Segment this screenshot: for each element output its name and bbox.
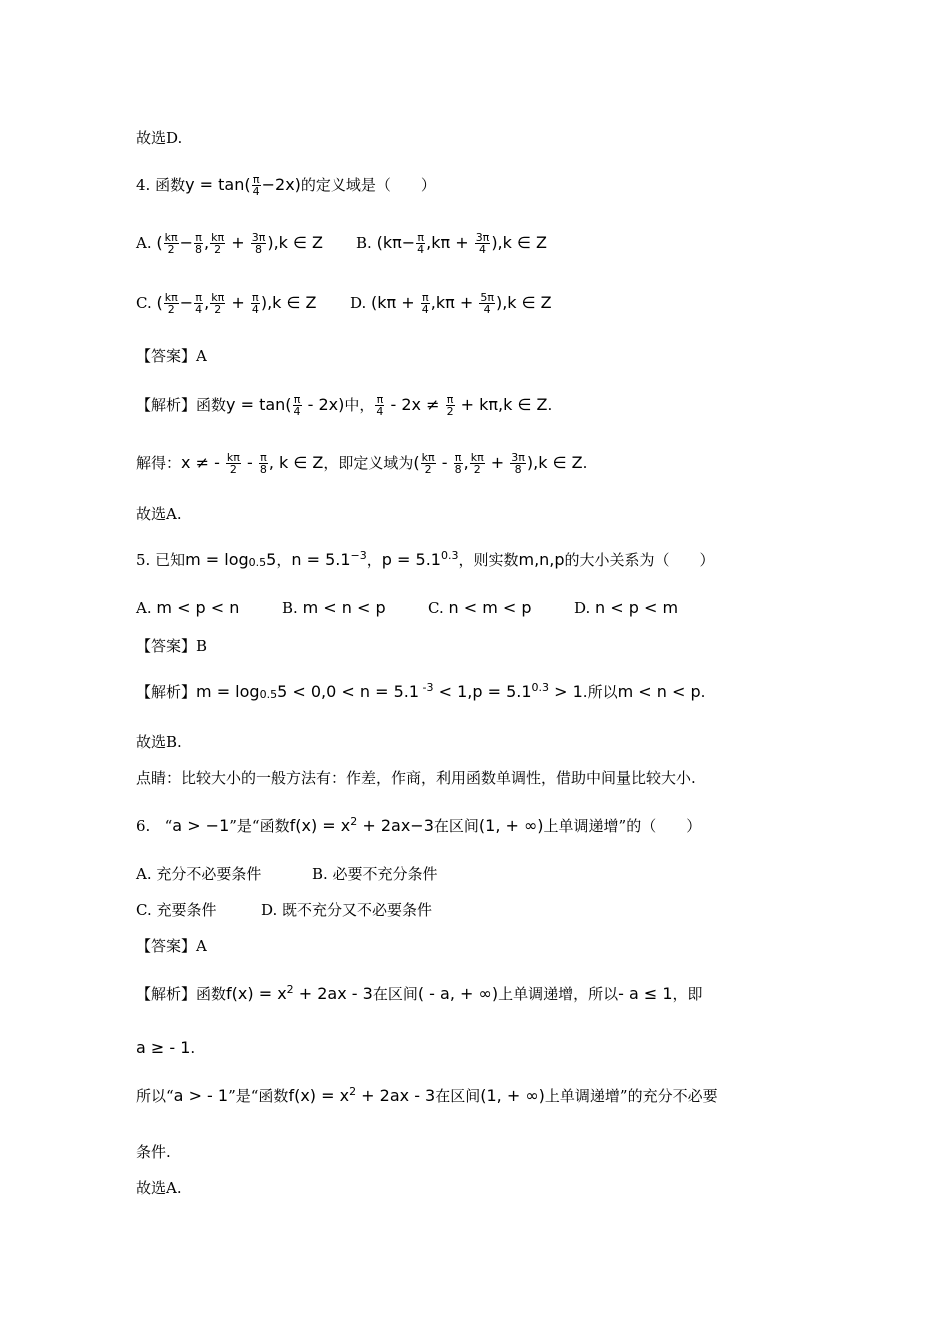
q4-post: 的定义域是（ ） [300,176,436,194]
q4-option-a: A. ( $\frac{k\pi}{2}$ − $\frac{\pi}{8}$ , $\frac{k\pi}{2}$ + $\frac{3\pi}{8}$ ),k ∈ Z [136,231,324,256]
question-6: 6. “a > −1”是“函数$f(x) = x^2 + 2ax-3$在区间(1, + ∞)上单调递增”的（ ） [136,815,702,835]
q4-option-b: B. (kπ− $\frac{\pi}{4}$ ,kπ + $\frac{3\pi}{4}$ ),k ∈ Z [356,231,547,256]
q5-option-b: B. m < n < p [282,598,386,617]
question-5: 5. 已知m = log0.55，$n = 5.1^{-3}$，$p = 5.1^{0.3}$，则实数m,n,p的大小关系为（ ） [136,549,715,569]
q6-conclusion-end: 条件. [136,1143,171,1161]
q4-option-d-formula: (kπ + $\frac{\pi}{4}$ ,kπ + $\frac{5\pi}{4}$ ),k ∈ Z [371,291,552,316]
q6-explanation: 【解析】函数$f(x) = x^2 + 2ax - 3$在区间( - a, + ∞)上单调递增，所以- a ≤ 1，即 [136,983,703,1003]
q4-option-c-formula: ( $\frac{k\pi}{2}$ − $\frac{\pi}{4}$ , $\frac{k\pi}{2}$ + $\frac{\pi}{4}$ ),k ∈ Z [156,291,317,316]
q4-formula: y = tan( $\frac{\pi}{4}$ −2x) [185,173,301,198]
q6-answer: 【答案】A [136,937,207,955]
q4-pre: 函数 [155,176,186,194]
q4-option-b-formula: (kπ− $\frac{\pi}{4}$ ,kπ + $\frac{3\pi}{4}$ ),k ∈ Z [376,231,547,256]
q4-solution: 解得：x ≠ - $\frac{k\pi}{2}$ - $\frac{\pi}{8}$ , k ∈ Z，即定义域为( $\frac{k\pi}{2}$ - $\frac{\pi}{8}$ , $\frac{k\pi}{2}$ + $\frac{3\pi}{8}$ ),k ∈ Z. [136,451,588,476]
q6-final: 故选A. [136,1179,182,1197]
q6-conclusion-line: 所以“a > - 1”是“函数$f(x) = x^2 + 2ax - 3$在区间(1, + ∞)上单调递增”的充分不必要 [136,1085,718,1105]
question-4 [136,174,436,197]
q6-option-a: A. 充分不必要条件 [136,865,262,883]
q6-option-d: D. 既不充分又不必要条件 [261,901,433,919]
q5-option-c: C. n < m < p [428,598,532,617]
q6-option-b: B. 必要不充分条件 [312,865,438,883]
q5-explanation: 【解析】m = log0.55 < 0,0 < n = 5.1 $^{-3} < 1,p = 5.1^{0.3} > 1$.所以m < n < p. [136,681,706,701]
q4-option-c: C. ( $\frac{k\pi}{2}$ − $\frac{\pi}{4}$ , $\frac{k\pi}{2}$ + $\frac{\pi}{4}$ ),k ∈ Z [136,291,317,316]
q6-option-c: C. 充要条件 [136,901,217,919]
q5-note: 点睛：比较大小的一般方法有：作差，作商，利用函数单调性，借助中间量比较大小. [136,769,696,787]
q6-explanation-cont: a ≥ - 1. [136,1038,196,1057]
q5-answer: 【答案】B [136,637,208,655]
q4-option-d: D. (kπ + $\frac{\pi}{4}$ ,kπ + $\frac{5\pi}{4}$ ),k ∈ Z [350,291,552,316]
q5-option-a: A. m < p < n [136,598,240,617]
q4-number: 4. [136,176,151,194]
q4-option-a-formula: ( $\frac{k\pi}{2}$ − $\frac{\pi}{8}$ , $\frac{k\pi}{2}$ + $\frac{3\pi}{8}$ ),k ∈ Z [156,231,324,256]
q4-answer: 【答案】A [136,347,207,365]
q5-conclusion: 故选B. [136,733,182,751]
q4-conclusion: 故选A. [136,505,182,523]
q5-option-d: D. n < p < m [574,598,679,617]
conclusion-line-prev: 故选D. [136,129,183,147]
q4-explanation: 【解析】函数y = tan( $\frac{\pi}{4}$ - 2x)中， $\frac{\pi}{4}$ - 2x ≠ $\frac{\pi}{2}$ + kπ,k ∈ Z. [136,393,553,418]
q5-options [136,598,239,618]
